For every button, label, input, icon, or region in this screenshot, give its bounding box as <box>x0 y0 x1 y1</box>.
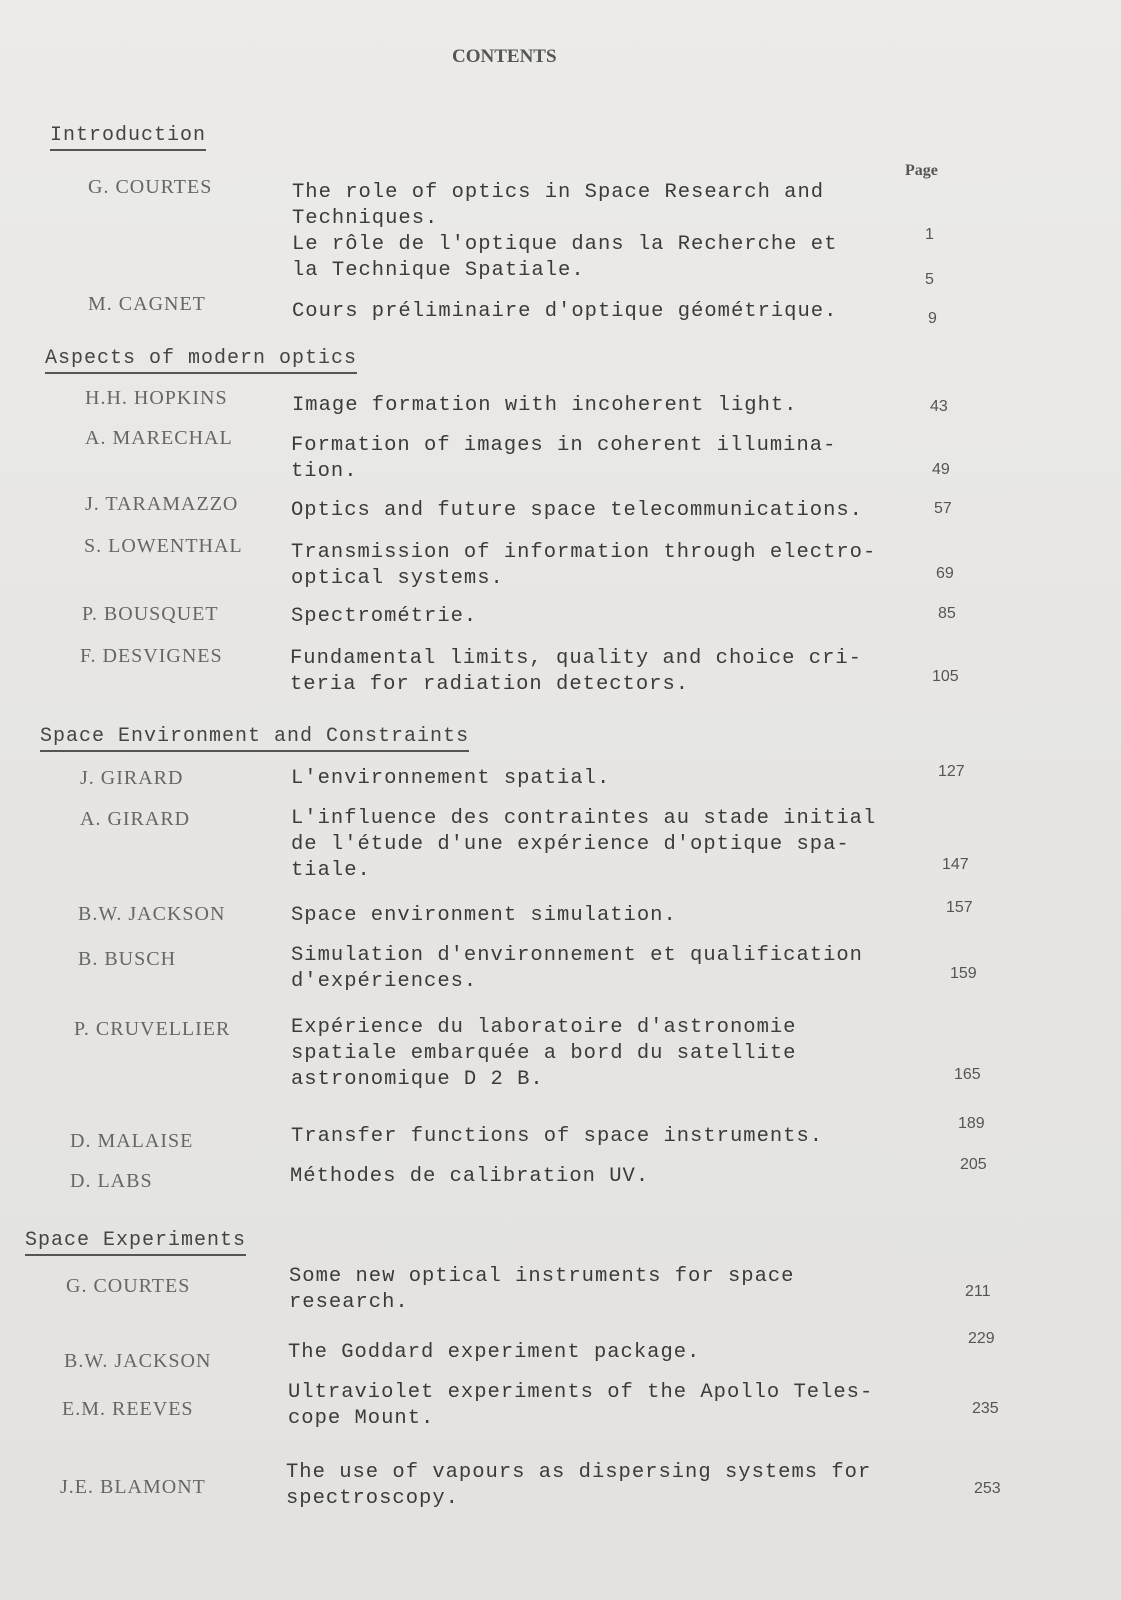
entry-title: Transmission of information through electro- optical systems. <box>291 541 877 590</box>
entry-title: The Goddard experiment package. <box>288 1341 701 1364</box>
entry-page-number: 49 <box>932 461 950 478</box>
entry-title: Simulation d'environnement et qualification d'expériences. <box>291 944 863 993</box>
entry-author: H.H. HOPKINS <box>85 387 228 409</box>
entry-title: Optics and future space telecommunications. <box>291 499 863 522</box>
entry-author: A. MARECHAL <box>85 427 233 449</box>
entry-author: J. TARAMAZZO <box>85 493 239 515</box>
entry-page-number: 165 <box>954 1066 981 1083</box>
section-heading: Space Experiments <box>25 1229 246 1256</box>
entry-author: A. GIRARD <box>80 808 191 830</box>
entry-author: P. BOUSQUET <box>82 603 219 625</box>
entry-author: B. BUSCH <box>78 948 177 970</box>
entry-title: Expérience du laboratoire d'astronomie spatiale embarquée a bord du satellite astronomique D 2 B. <box>291 1016 797 1091</box>
entry-author: B.W. JACKSON <box>64 1350 212 1372</box>
section-heading: Introduction <box>50 124 206 151</box>
entry-author: B.W. JACKSON <box>78 903 226 925</box>
entry-page-number: 57 <box>934 500 952 517</box>
entry-title: Ultraviolet experiments of the Apollo Teles- cope Mount. <box>288 1381 874 1430</box>
entry-title: L'influence des contraintes au stade initial de l'étude d'une expérience d'optique spa- tiale. <box>291 807 877 882</box>
entry-author: S. LOWENTHAL <box>84 535 243 557</box>
entry-author: G. COURTES <box>66 1275 191 1297</box>
section-heading: Space Environment and Constraints <box>40 725 469 752</box>
entry-author: D. MALAISE <box>70 1130 194 1152</box>
entry-page-number: 157 <box>946 899 973 916</box>
entry-page-number: 253 <box>974 1480 1001 1497</box>
entry-title: The role of optics in Space Research and Techniques. Le rôle de l'optique dans la Recherche et la Technique Spatiale. <box>292 181 838 282</box>
entry-title: Cours préliminaire d'optique géométrique. <box>292 300 838 323</box>
entry-author: P. CRUVELLIER <box>74 1018 231 1040</box>
entry-title: The use of vapours as dispersing systems for spectroscopy. <box>286 1461 872 1510</box>
entry-page-number: 147 <box>942 856 969 873</box>
entry-page-number: 1 <box>925 226 934 243</box>
entry-author: F. DESVIGNES <box>80 645 223 667</box>
entry-author: J.E. BLAMONT <box>60 1476 206 1498</box>
entry-title: Méthodes de calibration UV. <box>290 1165 650 1188</box>
section-heading: Aspects of modern optics <box>45 347 357 374</box>
entry-page-number: 105 <box>932 668 959 685</box>
entry-title: Image formation with incoherent light. <box>292 394 798 417</box>
entry-author: E.M. REEVES <box>62 1398 194 1420</box>
entry-author: J. GIRARD <box>80 767 184 789</box>
entry-page-number: 159 <box>950 965 977 982</box>
entry-page-number: 69 <box>936 565 954 582</box>
page-title: CONTENTS <box>452 46 557 67</box>
entry-title: Transfer functions of space instruments. <box>291 1125 824 1148</box>
entry-page-number: 5 <box>925 271 934 288</box>
page-column-label: Page <box>905 162 938 179</box>
entry-page-number: 85 <box>938 605 956 622</box>
entry-title: Fundamental limits, quality and choice cri- teria for radiation detectors. <box>290 647 862 696</box>
entry-title: L'environnement spatial. <box>291 767 611 790</box>
entry-page-number: 43 <box>930 398 948 415</box>
entry-author: G. COURTES <box>88 176 213 198</box>
entry-title: Space environment simulation. <box>291 904 677 927</box>
entry-author: M. CAGNET <box>88 293 206 315</box>
entry-author: D. LABS <box>70 1170 153 1192</box>
entry-page-number: 211 <box>965 1283 991 1300</box>
entry-title: Some new optical instruments for space research. <box>289 1265 795 1314</box>
entry-page-number: 229 <box>968 1330 995 1347</box>
entry-page-number: 205 <box>960 1156 987 1173</box>
entry-page-number: 235 <box>972 1400 999 1417</box>
entry-page-number: 189 <box>958 1115 985 1132</box>
entry-title: Formation of images in coherent illumina- tion. <box>291 434 837 483</box>
entry-page-number: 9 <box>928 310 937 327</box>
entry-title: Spectrométrie. <box>291 605 478 628</box>
entry-page-number: 127 <box>938 763 965 780</box>
